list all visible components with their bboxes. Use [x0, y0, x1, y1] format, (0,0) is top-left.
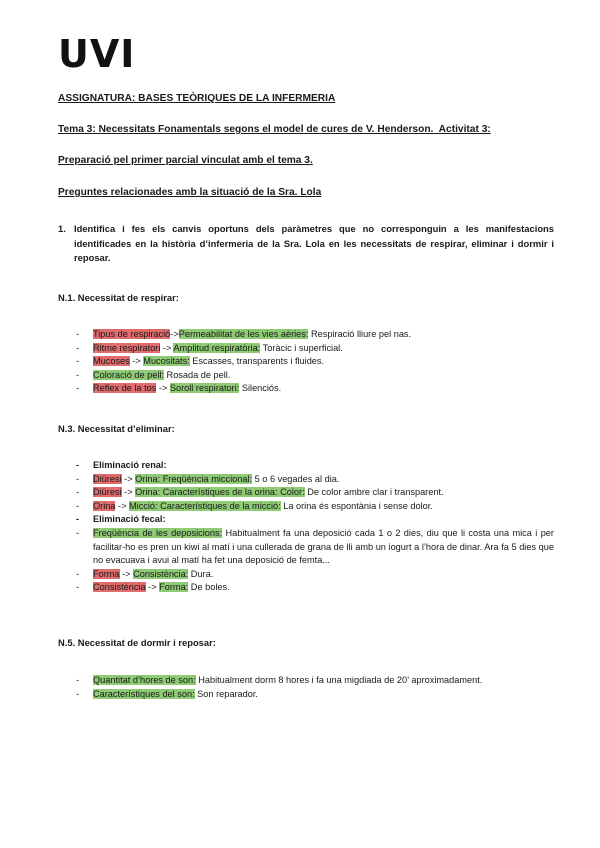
renal-heading: - Eliminació renal:: [76, 459, 554, 473]
n5-title: N.5. Necessitat de dormir i reposar:: [58, 637, 216, 648]
param-value: Habitualment fa una deposició cada 1 o 2 dies, diu que li costa una mica i per facilitar-ho es pren un kiwi al matí i una cullerada de grana de lli amb un iogurt a l’hora de dinar. Ara fa 5 dies que no evacuava i avui al matí ha fet una deposició de femta...: [93, 527, 554, 566]
new-param: Coloració de pell:: [93, 369, 164, 380]
new-param: Amplitud respiratòria:: [173, 342, 261, 353]
subject-heading: ASSIGNATURA: BASES TEÒRIQUES DE LA INFERMERIA: [58, 93, 336, 104]
old-param: Forma: [93, 568, 120, 579]
param-value: 5 o 6 vegades al dia.: [252, 473, 340, 484]
new-param: Forma:: [159, 582, 189, 593]
list-item: [76, 486, 554, 500]
list-item: [76, 473, 554, 487]
param-value: De boles.: [188, 582, 230, 593]
old-param: Ritme respiratori: [93, 342, 161, 353]
list-item: [76, 328, 554, 342]
old-param: Mucoses: [93, 356, 130, 367]
list-item: [76, 342, 554, 356]
uvic-logo: UVI: [58, 34, 136, 74]
list-item: [76, 568, 554, 582]
param-value: Silenciós.: [239, 383, 282, 394]
activity-text: Activitat 3:: [438, 124, 491, 135]
n5-list: [76, 674, 554, 701]
old-param: Reflex de la tos: [93, 383, 157, 394]
new-param: Freqüència de les deposicions:: [93, 527, 223, 538]
param-value: Toràcic i superficial.: [260, 342, 343, 353]
arrow: ->: [119, 568, 134, 579]
question-number: 1.: [58, 223, 66, 234]
new-param: Permeabilitat de les vies aèries:: [178, 329, 309, 339]
questions-heading: Preguntes relacionades amb la situació de la Sra. Lola: [58, 187, 322, 198]
param-value: La orina és espontània i sense dolor.: [280, 500, 433, 511]
topic-heading: [58, 124, 491, 135]
list-item: [76, 581, 554, 595]
list-item: [76, 527, 554, 568]
param-value: Escasses, transparents i fluides.: [189, 356, 325, 367]
arrow: ->: [115, 500, 129, 511]
arrow: ->: [121, 473, 136, 484]
param-value: Habitualment dorm 8 hores i fa una migdiada de 20’ aproximadament.: [195, 675, 483, 685]
new-param: Característiques del son:: [93, 688, 195, 699]
list-item: [76, 674, 554, 688]
list-item: [76, 500, 554, 514]
param-value: Son reparador.: [194, 688, 258, 699]
arrow: ->: [156, 383, 170, 394]
n1-list: [76, 328, 554, 396]
old-param: Tipus de respiració: [93, 329, 171, 339]
new-param: Soroll respiratori:: [169, 383, 240, 394]
topic-text: Tema 3: Necessitats Fonamentals segons el model de cures de V. Henderson.: [58, 124, 434, 135]
n3-title: N.3. Necessitat d’eliminar:: [58, 423, 175, 434]
param-value: De color ambre clar i transparent.: [304, 487, 444, 498]
new-param: Orina: Freqüència miccional:: [135, 473, 253, 484]
new-param: Micció: Característiques de la micció:: [129, 500, 281, 511]
param-value: Respiració lliure pel nas.: [308, 329, 412, 339]
new-param: Consistència:: [133, 568, 189, 579]
list-item: [76, 688, 554, 702]
arrow: ->: [129, 356, 144, 367]
new-param: Orina: Característiques de la orina: Color:: [135, 487, 305, 498]
question-text: Identifica i fes els canvis oportuns dels paràmetres que no corresponguin a les manifestacions identificades en la història d’infermeria de la Sra. Lola en les necessitats de respirar, eliminar i dormir i reposar.: [74, 223, 554, 263]
arrow: ->: [145, 582, 160, 593]
prep-heading: Preparació pel primer parcial vinculat amb el tema 3.: [58, 155, 313, 166]
param-value: Dura.: [188, 568, 214, 579]
arrow: ->: [170, 329, 179, 339]
old-param: Diüresi: [93, 487, 122, 498]
arrow: ->: [121, 487, 136, 498]
old-param: Consistència: [93, 582, 146, 593]
new-param: Quantitat d’hores de son:: [93, 675, 196, 685]
param-value: Rosada de pell.: [164, 369, 231, 380]
old-param: Orina: [93, 500, 116, 511]
question-1: [58, 222, 554, 266]
n3-list: [76, 459, 554, 595]
list-item: [76, 369, 554, 383]
old-param: Diüresi: [93, 473, 122, 484]
list-item: [76, 382, 554, 396]
arrow: ->: [160, 342, 174, 353]
n1-title: N.1. Necessitat de respirar:: [58, 292, 179, 303]
new-param: Mucositats:: [143, 356, 190, 367]
list-item: [76, 355, 554, 369]
fecal-heading: - Eliminació fecal:: [76, 513, 554, 527]
